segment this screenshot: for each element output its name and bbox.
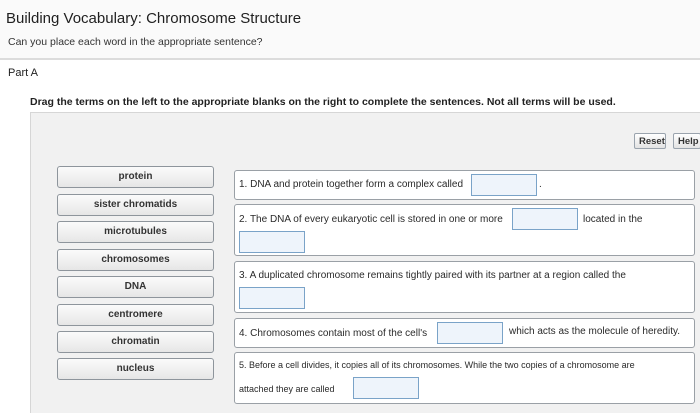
instructions-text: Drag the terms on the left to the appropriate blanks on the right to complete the sentences. Not all terms will be used.	[30, 96, 616, 108]
sentence-1	[234, 170, 695, 200]
divider	[0, 58, 700, 60]
sentence-5	[234, 352, 695, 404]
sentence-1-text: 1. DNA and protein together form a complex called	[239, 179, 464, 190]
sentence-5-text: 5. Before a cell divides, it copies all of its chromosomes. While the two copies of a chromosome are	[239, 360, 635, 370]
sentence-3	[234, 261, 695, 313]
term-sister-chromatids[interactable]: sister chromatids	[57, 194, 214, 216]
term-protein[interactable]: protein	[57, 166, 214, 188]
term-nucleus[interactable]: nucleus	[57, 358, 214, 380]
sentence-2-after: located in the	[583, 214, 643, 225]
page-header	[0, 0, 700, 58]
term-dna[interactable]: DNA	[57, 276, 214, 298]
reset-button[interactable]: Reset	[634, 133, 666, 149]
drop-target-5[interactable]	[353, 377, 419, 399]
sentence-2	[234, 204, 695, 256]
drop-target-3[interactable]	[239, 287, 305, 309]
drop-target-2a[interactable]	[512, 208, 578, 230]
sentence-4-text: 4. Chromosomes contain most of the cell's	[239, 328, 428, 339]
sentence-1-end: .	[539, 179, 542, 190]
term-chromatin[interactable]: chromatin	[57, 331, 214, 353]
sentence-4	[234, 318, 695, 348]
sentence-3-text: 3. A duplicated chromosome remains tightly paired with its partner at a region called the	[239, 270, 626, 281]
drop-target-2b[interactable]	[239, 231, 305, 253]
page-title: Building Vocabulary: Chromosome Structure	[6, 10, 302, 27]
page-subtitle: Can you place each word in the appropriate sentence?	[8, 36, 263, 48]
part-label: Part A	[8, 67, 38, 79]
help-button[interactable]: Help	[673, 133, 700, 149]
sentence-5-line2: attached they are called	[239, 384, 335, 394]
term-chromosomes[interactable]: chromosomes	[57, 249, 214, 271]
drop-target-4[interactable]	[437, 322, 503, 344]
term-microtubules[interactable]: microtubules	[57, 221, 214, 243]
drop-target-1[interactable]	[471, 174, 537, 196]
sentence-4-after: which acts as the molecule of heredity.	[509, 326, 681, 337]
term-centromere[interactable]: centromere	[57, 304, 214, 326]
sentence-2-text: 2. The DNA of every eukaryotic cell is stored in one or more	[239, 214, 503, 225]
